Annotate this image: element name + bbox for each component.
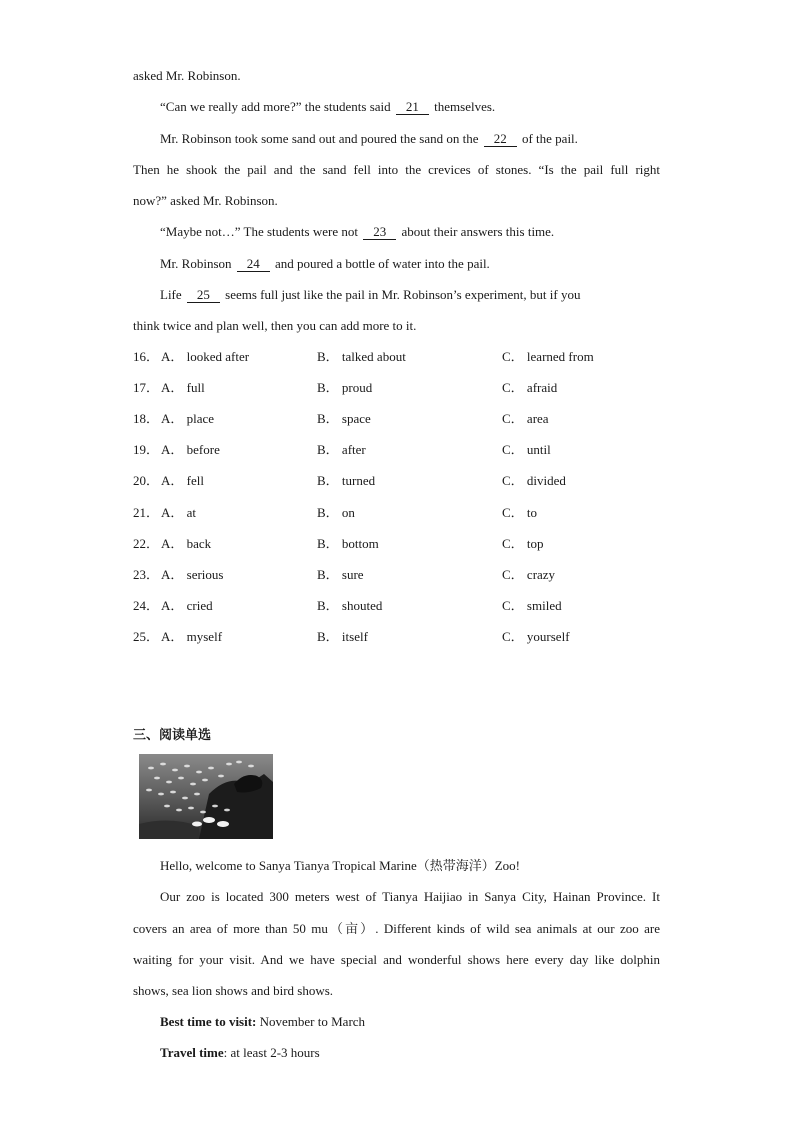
passage-text: of the pail. [521,131,578,146]
blank-25: 25 [187,288,220,303]
option-a: A． before [161,442,220,457]
passage-line [133,68,660,84]
blank-22: 22 [484,132,517,147]
travel-time-line [160,1045,660,1061]
passage-line: waiting for your visit. And we have special and wonderful shows here every day like dolphin [133,952,660,967]
option-b: B． space [317,411,371,426]
option-b: B． bottom [317,536,379,551]
question-row [133,380,693,396]
blank-23: 23 [363,225,396,240]
question-number: 25． [133,629,160,644]
passage-line [160,99,660,115]
option-b: B． after [317,442,366,457]
passage-text: asked Mr. Robinson. [133,68,241,83]
travel-time-value: : at least 2-3 hours [223,1045,320,1060]
blank-21: 21 [396,100,429,115]
best-time-label: Best time to visit: [160,1014,257,1029]
passage-line [160,224,660,240]
passage-line: think twice and plan well, then you can add more to it. [133,318,417,333]
question-number: 24． [133,598,160,613]
question-row [133,567,693,583]
passage-line: now?” asked Mr. Robinson. [133,193,278,208]
option-c: C． yourself [502,629,570,644]
option-c: C． area [502,411,549,426]
option-a: A． myself [161,629,223,644]
option-a: A． place [161,411,215,426]
option-c: C． afraid [502,380,558,395]
passage-line [160,131,660,147]
option-c: C． until [502,442,551,457]
option-b: B． sure [317,567,364,582]
option-a: A． fell [161,473,204,488]
option-a: A． serious [161,567,224,582]
section-heading: 三、阅读单选 [133,728,212,743]
question-row [133,473,693,489]
option-a: A． cried [161,598,213,613]
best-time-value: November to March [256,1014,366,1029]
marine-fish-photo [139,754,273,839]
question-row [133,598,693,614]
question-number: 23． [133,567,160,582]
option-b: B． proud [317,380,373,395]
blank-24: 24 [237,257,270,272]
travel-time-label: Travel time [160,1045,224,1060]
passage-text: and poured a bottle of water into the pail. [275,256,490,271]
option-b: B． on [317,505,355,520]
passage-text: about their answers this time. [401,224,555,239]
option-b: B． talked about [317,349,406,364]
passage-text: “Can we really add more?” the students said [160,99,391,114]
question-row [133,505,693,521]
welcome-line: Hello, welcome to Sanya Tianya Tropical Marine（热带海洋）Zoo! [160,858,520,873]
option-b: B． turned [317,473,376,488]
passage-text: Mr. Robinson took some sand out and poured the sand on the [160,131,479,146]
passage-text: seems full just like the pail in Mr. Robinson’s experiment, but if you [225,287,581,302]
question-number: 18． [133,411,160,426]
option-c: C． learned from [502,349,594,364]
passage-line: Our zoo is located 300 meters west of Tianya Haijiao in Sanya City, Hainan Province. It [160,889,660,904]
passage-line: covers an area of more than 50 mu（亩）. Different kinds of wild sea animals at our zoo are [133,921,660,936]
passage-line [160,287,660,303]
passage-line: Then he shook the pail and the sand fell into the crevices of stones. “Is the pail full right [133,162,660,177]
option-c: C． divided [502,473,566,488]
option-c: C． top [502,536,544,551]
option-c: C． to [502,505,538,520]
option-c: C． smiled [502,598,562,613]
passage-text: Life [160,287,182,302]
passage-text: Mr. Robinson [160,256,232,271]
question-number: 17． [133,380,160,395]
question-number: 19． [133,442,160,457]
question-row [133,536,693,552]
question-number: 21． [133,505,160,520]
passage-text: themselves. [434,99,496,114]
passage-line: shows, sea lion shows and bird shows. [133,983,334,998]
best-time-line [160,1014,660,1030]
question-number: 20． [133,473,160,488]
question-row [133,442,693,458]
option-a: A． full [161,380,205,395]
option-a: A． back [161,536,212,551]
option-b: B． shouted [317,598,383,613]
question-number: 16． [133,349,160,364]
question-row [133,629,693,645]
option-a: A． looked after [161,349,250,364]
option-b: B． itself [317,629,368,644]
passage-line [160,256,660,272]
question-number: 22． [133,536,160,551]
option-a: A． at [161,505,197,520]
question-row [133,349,693,365]
fish-school-image [139,754,273,839]
option-c: C． crazy [502,567,556,582]
passage-text: “Maybe not…” The students were not [160,224,358,239]
question-row [133,411,693,427]
